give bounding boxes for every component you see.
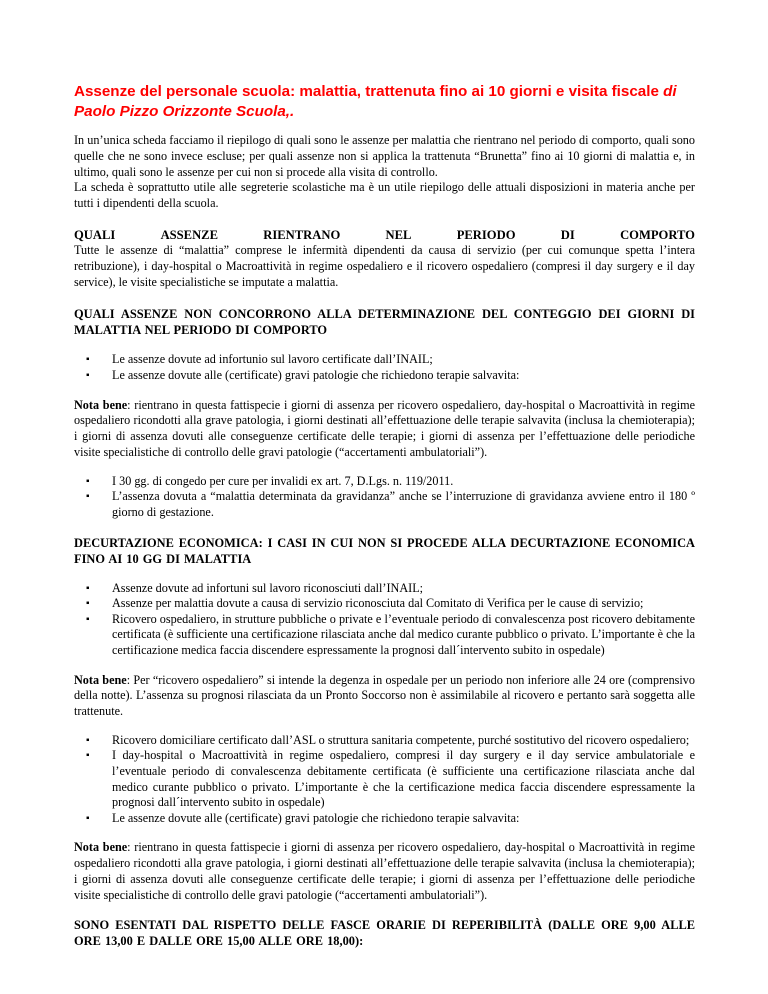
intro-paragraph-1: In un’unica scheda facciamo il riepilogo di quali sono le assenze per malattia che rientrano nel periodo di comporto, quali sono quelle che ne sono invece escluse; per quali assenze non si applica la trattenuta “Brunetta” fino ai 10 giorni di malattia e, in ultimo, quali sono le assenze per cui non si procede alla visita di controllo.	[74, 133, 695, 179]
heading-word: ASSENZE	[160, 227, 218, 242]
article-title	[74, 82, 695, 122]
title-author: di Paolo Pizzo Orizzonte Scuola,.	[74, 83, 677, 120]
list-item: ▪ I day-hospital o Macroattività in regime ospedaliero, compresi il day surgery e il day service ambulatoriale e l’eventuale periodo di convalescenza debitamente certificata (è sufficiente una certificazione rilasciata anche dal medico curante pubblico o privato. L’importante è che la certificazione medica faccia discendere espressamente la prognosi dall´intervento subito in ospedale)	[74, 748, 695, 810]
list-item: ▪ Le assenze dovute alle (certificate) gravi patologie che richiedono terapie salvavita:	[74, 368, 695, 384]
heading-word: COMPORTO	[620, 227, 695, 242]
comporto-heading	[74, 228, 695, 243]
intro-section	[74, 133, 695, 212]
bullet-list	[74, 733, 695, 827]
heading-word: NEL	[385, 227, 412, 242]
nota-bene-label: Nota bene	[74, 840, 128, 855]
list-item: ▪ L’assenza dovuta a “malattia determinata da gravidanza” anche se l’interruzione di gravidanza avviene entro il 180 º giorno di gestazione.	[74, 489, 695, 520]
bullet-list	[74, 474, 695, 521]
comporto-body: Tutte le assenze di “malattia” comprese le infermità dipendenti da causa di servizio (per cui comunque spetta l’intera retribuzione), i day-hospital o Macroattività in regime ospedaliero e il ricovero ospedaliero (compresi il day surgery e il day service), le visite specialistiche se imputate a malattia.	[74, 242, 695, 289]
list-item: ▪ I 30 gg. di congedo per cure per invalidi ex art. 7, D.Lgs. n. 119/2011.	[74, 474, 695, 490]
intro-paragraph-2: La scheda è soprattutto utile alle segreterie scolastiche ma è un utile riepilogo delle attuali disposizioni in materia anche per tutti i dipendenti della scuola.	[74, 180, 695, 211]
nota-bene-paragraph	[74, 673, 695, 720]
nota-bene-label: Nota bene	[74, 397, 128, 412]
nota-bene-text: : rientrano in questa fattispecie i giorni di assenza per ricovero ospedaliero, day-hospital o Macroattività in regime ospedaliero ricondotti alla grave patologia, i giorni destinati all’effettuazione delle terapie salvavita (inclusa la chemioterapia); i giorni di assenza dovuti alle conseguenze certificate delle terapie; i giorni di assenza per l’effettuazione delle periodiche visite specialistiche di controllo delle gravi patologie (“accertamenti ambulatoriali”).	[74, 840, 695, 902]
nota-bene-paragraph	[74, 840, 695, 903]
list-item: ▪ Le assenze dovute ad infortunio sul lavoro certificate dall’INAIL;	[74, 352, 695, 368]
heading-word: DI	[560, 227, 575, 242]
section-heading-esentati: SONO ESENTATI DAL RISPETTO DELLE FASCE ORARIE DI REPERIBILITÀ (DALLE ORE 9,00 ALLE ORE 13,00 E DALLE ORE 15,00 ALLE ORE 18,00):	[74, 917, 695, 948]
nota-bene-text: : Per “ricovero ospedaliero” si intende la degenza in ospedale per un periodo non inferiore alle 24 ore (comprensivo della notte). L’assenza su prognosi rilasciata da un Pronto Soccorso non è assimilabile al ricovero e pertanto sarà soggetta alle trattenute.	[74, 672, 695, 719]
bullet-list	[74, 581, 695, 659]
list-item: ▪ Assenze per malattia dovute a causa di servizio riconosciuta dal Comitato di Verifica per le cause di servizio;	[74, 596, 695, 612]
heading-word: QUALI	[74, 227, 116, 242]
nota-bene-text: : rientrano in questa fattispecie i giorni di assenza per ricovero ospedaliero, day-hospital o Macroattività in regime ospedaliero ricondotti alla grave patologia, i giorni destinati all’effettuazione delle terapie salvavita (inclusa la chemioterapia); i giorni di assenza dovuti alle conseguenze certificate delle terapie; i giorni di assenza per l’effettuazione delle periodiche visite specialistiche di controllo delle gravi patologie (“accertamenti ambulatoriali”).	[74, 397, 695, 459]
section-heading-decurtazione: DECURTAZIONE ECONOMICA: I CASI IN CUI NON SI PROCEDE ALLA DECURTAZIONE ECONOMICA FINO AI 10 GG DI MALATTIA	[74, 535, 695, 566]
heading-word: RIENTRANO	[263, 227, 341, 242]
list-item: ▪ Assenze dovute ad infortuni sul lavoro riconosciuti dall’INAIL;	[74, 581, 695, 597]
list-item: ▪ Ricovero domiciliare certificato dall’ASL o struttura sanitaria competente, purché sostitutivo del ricovero ospedaliero;	[74, 733, 695, 749]
title-text: Assenze del personale scuola: malattia, trattenuta fino ai 10 giorni e visita fiscale	[74, 83, 664, 100]
list-item: ▪ Ricovero ospedaliero, in strutture pubbliche o private e l’eventuale periodo di convalescenza post ricovero debitamente certificata (è sufficiente una certificazione rilasciata anche dal medico curante pubblico o privato. L’importante è che la certificazione medica faccia discendere espressamente la prognosi dall´intervento subito in ospedale)	[74, 612, 695, 659]
nota-bene-paragraph	[74, 398, 695, 461]
nota-bene-label: Nota bene	[74, 672, 127, 687]
heading-word: PERIODO	[456, 227, 516, 242]
section-heading-non-concorrono: QUALI ASSENZE NON CONCORRONO ALLA DETERMINAZIONE DEL CONTEGGIO DEI GIORNI DI MALATTIA NEL PERIODO DI COMPORTO	[74, 307, 695, 338]
bullet-list	[74, 352, 695, 383]
list-item: ▪ Le assenze dovute alle (certificate) gravi patologie che richiedono terapie salvavita:	[74, 811, 695, 827]
